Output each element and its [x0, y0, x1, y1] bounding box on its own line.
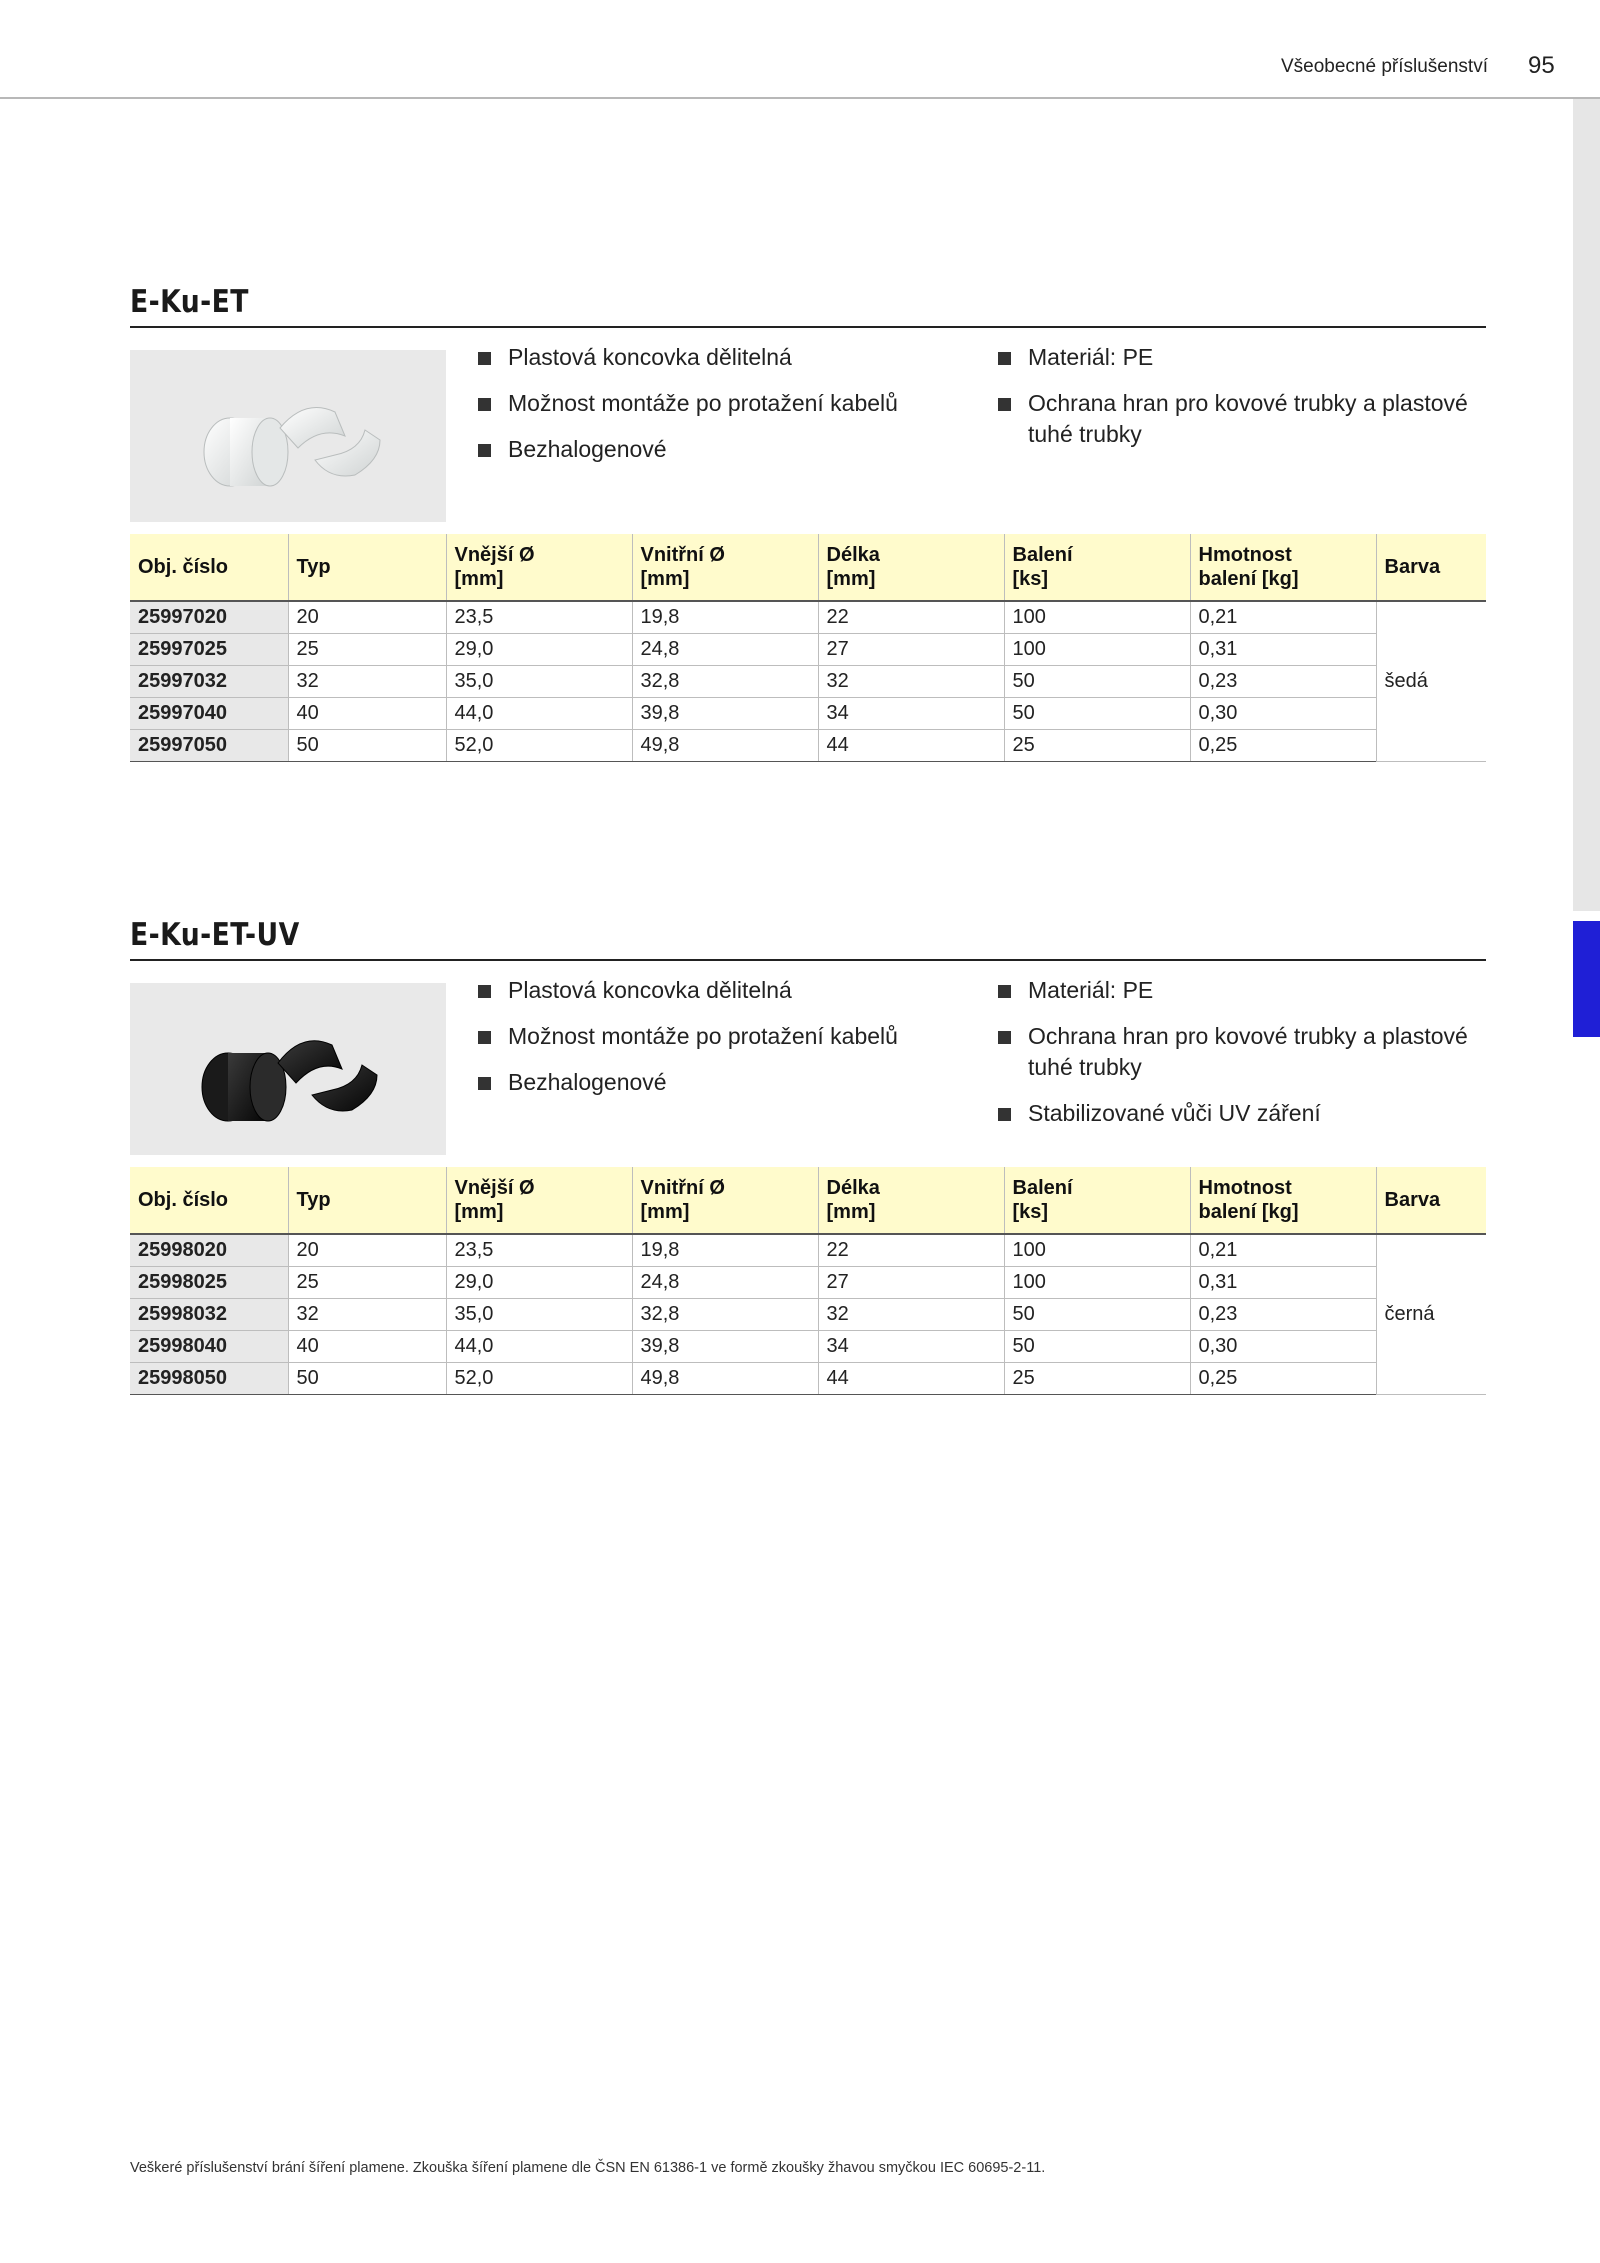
product-spec-table [130, 1167, 1486, 1395]
table-cell: 29,0 [446, 634, 632, 666]
order-number-cell: 25997025 [130, 634, 288, 666]
table-cell: 100 [1004, 1234, 1190, 1267]
table-cell: 32 [818, 666, 1004, 698]
bullet-square-icon [998, 1031, 1011, 1044]
order-number-cell: 25997020 [130, 601, 288, 634]
table-cell: 40 [288, 698, 446, 730]
table-cell: 34 [818, 698, 1004, 730]
color-cell: šedá [1376, 601, 1486, 762]
table-cell: 24,8 [632, 634, 818, 666]
table-cell: 34 [818, 1331, 1004, 1363]
table-row [130, 698, 1486, 730]
table-cell: 35,0 [446, 1299, 632, 1331]
table-cell: 22 [818, 601, 1004, 634]
product-info [130, 328, 1486, 534]
bullet-square-icon [998, 398, 1011, 411]
table-cell: 25 [1004, 730, 1190, 762]
table-cell: 50 [1004, 698, 1190, 730]
table-cell: 100 [1004, 1267, 1190, 1299]
table-cell: 0,25 [1190, 730, 1376, 762]
table-row [130, 634, 1486, 666]
table-cell: 25 [288, 1267, 446, 1299]
table-cell: 39,8 [632, 1331, 818, 1363]
table-row [130, 1267, 1486, 1299]
table-cell: 32,8 [632, 666, 818, 698]
table-cell: 40 [288, 1331, 446, 1363]
table-cell: 100 [1004, 601, 1190, 634]
bullet-square-icon [998, 985, 1011, 998]
table-row [130, 730, 1486, 762]
feature-item: Bezhalogenové [478, 1067, 978, 1098]
table-cell: 20 [288, 601, 446, 634]
table-cell: 25 [288, 634, 446, 666]
table-cell: 39,8 [632, 698, 818, 730]
column-header: Balení [ks] [1004, 1167, 1190, 1234]
feature-item: Stabilizované vůči UV záření [998, 1098, 1498, 1129]
table-cell: 50 [1004, 1299, 1190, 1331]
table-cell: 24,8 [632, 1267, 818, 1299]
feature-item: Bezhalogenové [478, 434, 978, 465]
bullet-square-icon [478, 444, 491, 457]
order-number-cell: 25997050 [130, 730, 288, 762]
product-info [130, 961, 1486, 1167]
table-header-row [130, 534, 1486, 601]
column-header: Hmotnost balení [kg] [1190, 534, 1376, 601]
side-tab-blue [1573, 921, 1600, 1037]
table-cell: 32,8 [632, 1299, 818, 1331]
column-header: Vnitřní Ø [mm] [632, 534, 818, 601]
table-cell: 0,31 [1190, 1267, 1376, 1299]
column-header: Vnější Ø [mm] [446, 1167, 632, 1234]
table-cell: 27 [818, 634, 1004, 666]
product-section-e-ku-et [130, 282, 1486, 762]
table-cell: 0,23 [1190, 1299, 1376, 1331]
table-cell: 25 [1004, 1363, 1190, 1395]
table-cell: 0,21 [1190, 601, 1376, 634]
order-number-cell: 25998020 [130, 1234, 288, 1267]
table-cell: 0,31 [1190, 634, 1376, 666]
table-cell: 20 [288, 1234, 446, 1267]
feature-item: Plastová koncovka dělitelná [478, 342, 978, 373]
bullet-square-icon [478, 352, 491, 365]
feature-item: Plastová koncovka dělitelná [478, 975, 978, 1006]
column-header: Délka [mm] [818, 1167, 1004, 1234]
column-header: Vnější Ø [mm] [446, 534, 632, 601]
table-body [130, 1234, 1486, 1395]
table-cell: 44 [818, 730, 1004, 762]
table-row [130, 601, 1486, 634]
bullet-square-icon [998, 1108, 1011, 1121]
column-header: Balení [ks] [1004, 534, 1190, 601]
bullet-square-icon [478, 1031, 491, 1044]
table-cell: 0,23 [1190, 666, 1376, 698]
feature-item: Ochrana hran pro kovové trubky a plastové tuhé trubky [998, 388, 1498, 450]
order-number-cell: 25998032 [130, 1299, 288, 1331]
bullet-square-icon [478, 985, 491, 998]
product-image-black-end-cap [130, 983, 446, 1155]
table-cell: 44 [818, 1363, 1004, 1395]
table-cell: 19,8 [632, 1234, 818, 1267]
table-cell: 22 [818, 1234, 1004, 1267]
table-cell: 32 [288, 666, 446, 698]
table-cell: 44,0 [446, 698, 632, 730]
color-cell: černá [1376, 1234, 1486, 1395]
feature-item: Možnost montáže po protažení kabelů [478, 388, 978, 419]
feature-list-left [478, 342, 978, 480]
table-cell: 19,8 [632, 601, 818, 634]
bullet-square-icon [478, 1077, 491, 1090]
order-number-cell: 25997032 [130, 666, 288, 698]
table-cell: 23,5 [446, 1234, 632, 1267]
table-cell: 23,5 [446, 601, 632, 634]
table-header-row [130, 1167, 1486, 1234]
order-number-cell: 25998025 [130, 1267, 288, 1299]
table-cell: 32 [818, 1299, 1004, 1331]
column-header: Hmotnost balení [kg] [1190, 1167, 1376, 1234]
table-cell: 52,0 [446, 730, 632, 762]
table-cell: 27 [818, 1267, 1004, 1299]
table-cell: 0,30 [1190, 698, 1376, 730]
column-header: Obj. číslo [130, 534, 288, 601]
table-cell: 49,8 [632, 1363, 818, 1395]
column-header: Typ [288, 1167, 446, 1234]
table-cell: 50 [288, 730, 446, 762]
table-cell: 50 [1004, 1331, 1190, 1363]
column-header: Typ [288, 534, 446, 601]
column-header: Vnitřní Ø [mm] [632, 1167, 818, 1234]
feature-list-left [478, 975, 978, 1113]
feature-item: Materiál: PE [998, 975, 1498, 1006]
footnote: Veškeré příslušenství brání šíření plamene. Zkouška šíření plamene dle ČSN EN 61386-1 ve formě zkoušky žhavou smyčkou IEC 60695-2-11. [130, 2160, 1046, 2176]
table-row [130, 1234, 1486, 1267]
table-cell: 49,8 [632, 730, 818, 762]
table-cell: 0,30 [1190, 1331, 1376, 1363]
product-spec-table [130, 534, 1486, 762]
table-row [130, 1363, 1486, 1395]
section-title: E-Ku-ET-UV [130, 917, 300, 953]
table-cell: 44,0 [446, 1331, 632, 1363]
table-cell: 0,21 [1190, 1234, 1376, 1267]
table-cell: 100 [1004, 634, 1190, 666]
table-row [130, 1331, 1486, 1363]
column-header: Barva [1376, 1167, 1486, 1234]
bullet-square-icon [998, 352, 1011, 365]
bullet-square-icon [478, 398, 491, 411]
feature-list-right [998, 342, 1498, 465]
column-header: Barva [1376, 534, 1486, 601]
table-cell: 35,0 [446, 666, 632, 698]
table-cell: 50 [1004, 666, 1190, 698]
feature-item: Ochrana hran pro kovové trubky a plastové tuhé trubky [998, 1021, 1498, 1083]
page-number: 95 [1528, 52, 1555, 79]
order-number-cell: 25998040 [130, 1331, 288, 1363]
feature-item: Materiál: PE [998, 342, 1498, 373]
table-cell: 52,0 [446, 1363, 632, 1395]
feature-list-right [998, 975, 1498, 1144]
feature-item: Možnost montáže po protažení kabelů [478, 1021, 978, 1052]
table-cell: 0,25 [1190, 1363, 1376, 1395]
side-tab-gray [1573, 99, 1600, 911]
product-section-e-ku-et-uv [130, 915, 1486, 1395]
table-row [130, 666, 1486, 698]
table-cell: 29,0 [446, 1267, 632, 1299]
table-body [130, 601, 1486, 762]
column-header: Obj. číslo [130, 1167, 288, 1234]
page-header-title: Všeobecné příslušenství [1280, 56, 1488, 77]
section-title: E-Ku-ET [130, 284, 249, 320]
table-cell: 32 [288, 1299, 446, 1331]
table-row [130, 1299, 1486, 1331]
header-divider [0, 97, 1600, 99]
order-number-cell: 25997040 [130, 698, 288, 730]
product-image-gray-end-cap [130, 350, 446, 522]
table-cell: 50 [288, 1363, 446, 1395]
column-header: Délka [mm] [818, 534, 1004, 601]
order-number-cell: 25998050 [130, 1363, 288, 1395]
